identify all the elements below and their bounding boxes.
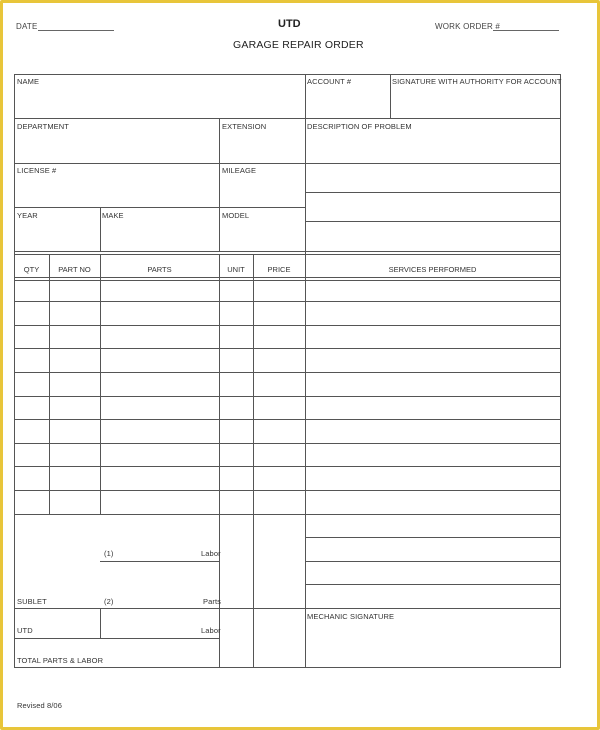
model-label: MODEL xyxy=(222,211,250,220)
department-label: DEPARTMENT xyxy=(17,122,69,131)
col-services-performed: SERVICES PERFORMED xyxy=(388,265,477,274)
date-field[interactable] xyxy=(38,30,114,31)
form-title: UTD xyxy=(278,18,301,30)
parts-label: Parts xyxy=(203,597,222,606)
date-label: DATE xyxy=(16,22,38,31)
license-label: LICENSE # xyxy=(17,166,57,175)
col-unit: UNIT xyxy=(227,265,245,274)
col-qty: QTY xyxy=(23,265,40,274)
parts-number: (2) xyxy=(104,597,114,606)
col-price: PRICE xyxy=(267,265,291,274)
name-label: NAME xyxy=(17,77,40,86)
mileage-label: MILEAGE xyxy=(222,166,257,175)
total-parts-labor-label: TOTAL PARTS & LABOR xyxy=(17,656,104,665)
signature-authority-label: SIGNATURE WITH AUTHORITY FOR ACCOUNT xyxy=(392,77,562,86)
account-label: ACCOUNT # xyxy=(307,77,352,86)
make-label: MAKE xyxy=(102,211,124,220)
year-label: YEAR xyxy=(17,211,38,220)
utd-label: UTD xyxy=(17,626,33,635)
col-part-no: PART NO xyxy=(58,265,91,274)
revised-date: Revised 8/06 xyxy=(17,701,62,710)
work-order-field[interactable] xyxy=(493,30,559,31)
description-label: DESCRIPTION OF PROBLEM xyxy=(307,122,412,131)
labor-2-label: Labor xyxy=(201,626,221,635)
labor-1-label: Labor xyxy=(201,549,221,558)
work-order-label: WORK ORDER # xyxy=(435,22,501,31)
extension-label: EXTENSION xyxy=(222,122,267,131)
mechanic-signature-label: MECHANIC SIGNATURE xyxy=(307,612,395,621)
col-parts: PARTS xyxy=(147,265,172,274)
sublet-label: SUBLET xyxy=(17,597,47,606)
form-subtitle: GARAGE REPAIR ORDER xyxy=(233,39,364,51)
labor-1-number: (1) xyxy=(104,549,114,558)
